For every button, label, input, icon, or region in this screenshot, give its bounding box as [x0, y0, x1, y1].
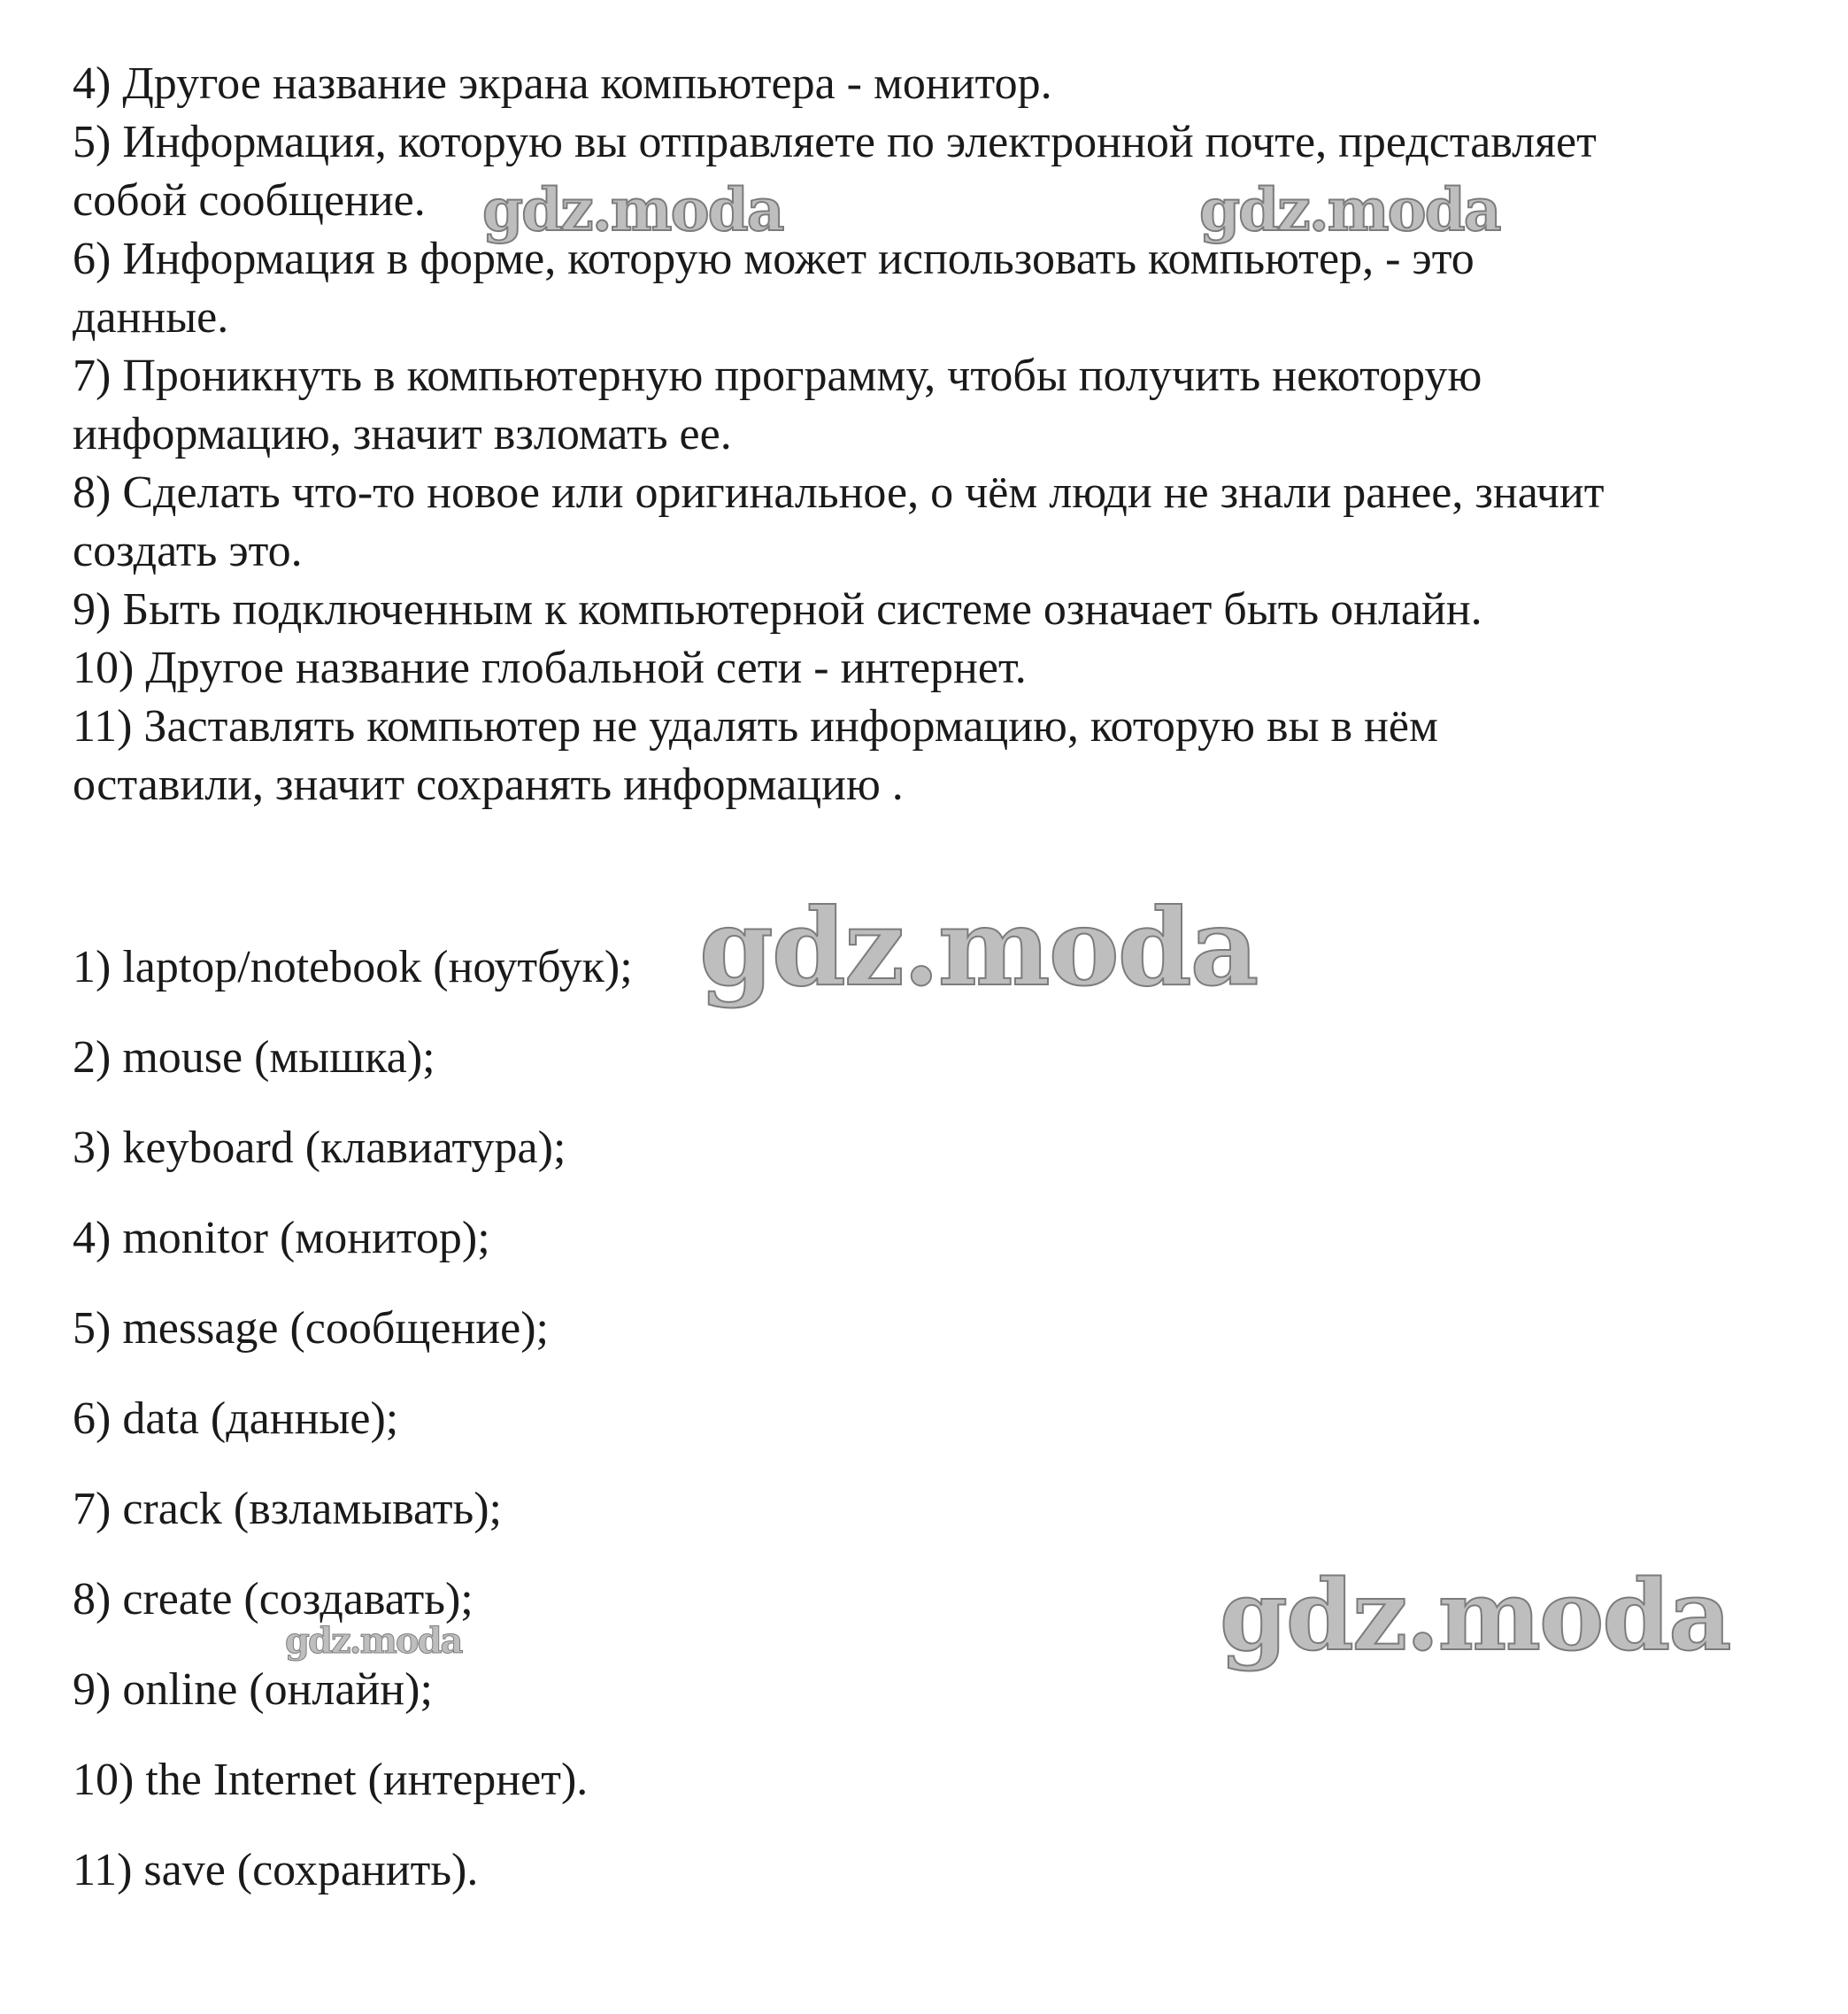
definition-line: создать это.	[73, 526, 303, 576]
watermark: gdz.moda	[699, 885, 1258, 1010]
definitions-block	[73, 55, 1807, 814]
answer-item: 5) message (сообщение);	[73, 1303, 549, 1354]
watermark: gdz.moda	[482, 175, 783, 244]
watermark: gdz.moda	[1220, 1558, 1730, 1672]
definition-line: собой сообщение.	[73, 175, 426, 226]
definition-line: 7) Проникнуть в компьютерную программу, чтобы получить некоторую	[73, 351, 1482, 401]
answer-item: 11) save (сохранить).	[73, 1845, 479, 1895]
answer-item: 1) laptop/notebook (ноутбук);	[73, 942, 633, 992]
definition-line: оставили, значит сохранять информацию .	[73, 760, 904, 810]
watermark: gdz.moda	[1199, 175, 1500, 244]
answer-item: 8) create (создавать);	[73, 1574, 474, 1624]
answers-list	[73, 938, 633, 1932]
definition-line: 11) Заставлять компьютер не удалять информацию, которую вы в нём	[73, 701, 1438, 752]
definition-line: 8) Сделать что-то новое или оригинальное, о чём люди не знали ранее, значит	[73, 467, 1605, 518]
answer-item: 10) the Internet (интернет).	[73, 1755, 589, 1805]
answer-item: 7) crack (взламывать);	[73, 1484, 502, 1534]
definition-line: данные.	[73, 292, 229, 343]
definition-line: 10) Другое название глобальной сети - интернет.	[73, 643, 1027, 693]
watermark: gdz.moda	[285, 1620, 462, 1662]
answer-item: 9) online (онлайн);	[73, 1664, 433, 1715]
definition-line: 4) Другое название экрана компьютера - монитор.	[73, 58, 1052, 109]
answer-item: 6) data (данные);	[73, 1393, 399, 1444]
definition-line: 6) Информация в форме, которую может использовать компьютер, - это	[73, 234, 1475, 284]
answer-item: 4) monitor (монитор);	[73, 1213, 490, 1263]
definition-line: информацию, значит взломать ее.	[73, 409, 732, 459]
answer-item: 3) keyboard (клавиатура);	[73, 1123, 566, 1173]
definition-line: 5) Информация, которую вы отправляете по электронной почте, представляет	[73, 117, 1597, 167]
answer-item: 2) mouse (мышка);	[73, 1032, 435, 1083]
definition-line: 9) Быть подключенным к компьютерной системе означает быть онлайн.	[73, 584, 1482, 635]
